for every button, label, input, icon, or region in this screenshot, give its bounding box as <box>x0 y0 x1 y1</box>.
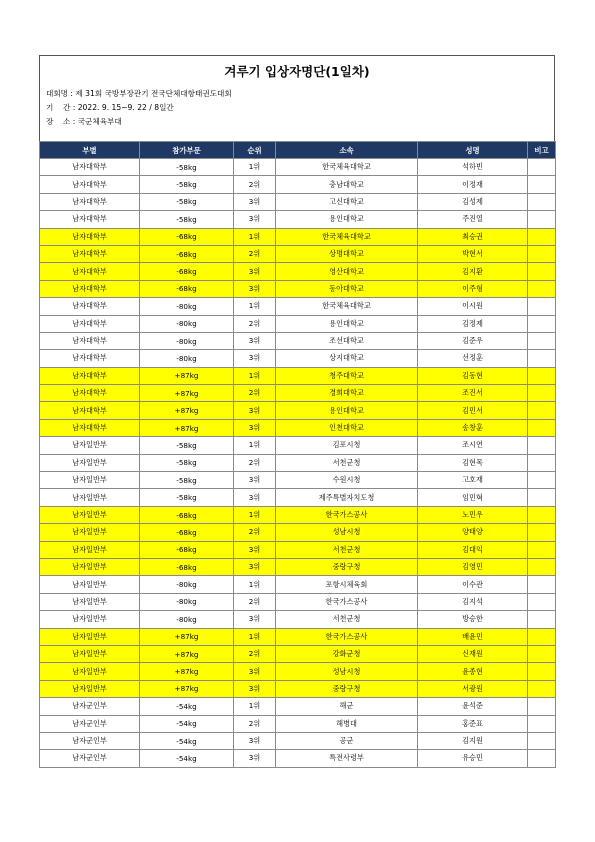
cell-team: 청주대학교 <box>276 367 418 384</box>
table-row <box>40 419 556 436</box>
cell-note <box>528 680 556 697</box>
table-row <box>40 385 556 402</box>
cell-name: 김성제 <box>418 193 528 210</box>
cell-team: 한국가스공사 <box>276 506 418 523</box>
cell-division: 남자대학부 <box>40 350 140 367</box>
table-row <box>40 228 556 245</box>
cell-weight-class: -80kg <box>140 298 234 315</box>
cell-note <box>528 472 556 489</box>
table-row <box>40 332 556 349</box>
table-row <box>40 541 556 558</box>
cell-note <box>528 454 556 471</box>
cell-rank: 3위 <box>234 193 276 210</box>
cell-team: 성남시청 <box>276 663 418 680</box>
cell-note <box>528 298 556 315</box>
table-body <box>40 159 556 768</box>
cell-rank: 2위 <box>234 176 276 193</box>
cell-weight-class: -58kg <box>140 437 234 454</box>
cell-team: 용인대학교 <box>276 315 418 332</box>
cell-division: 남자일반부 <box>40 558 140 575</box>
cell-team: 서천군청 <box>276 541 418 558</box>
cell-division: 남자대학부 <box>40 176 140 193</box>
cell-name: 김정제 <box>418 315 528 332</box>
results-table <box>39 141 556 768</box>
cell-name: 김지원 <box>418 732 528 749</box>
cell-name: 노민우 <box>418 506 528 523</box>
cell-weight-class: +87kg <box>140 402 234 419</box>
cell-note <box>528 698 556 715</box>
cell-team: 중랑구청 <box>276 558 418 575</box>
cell-rank: 2위 <box>234 315 276 332</box>
cell-name: 양태양 <box>418 524 528 541</box>
cell-team: 충남대학교 <box>276 176 418 193</box>
cell-weight-class: -80kg <box>140 350 234 367</box>
cell-weight-class: -54kg <box>140 715 234 732</box>
cell-note <box>528 541 556 558</box>
cell-name: 이정재 <box>418 176 528 193</box>
table-row <box>40 367 556 384</box>
cell-weight-class: -58kg <box>140 193 234 210</box>
cell-team: 한국체육대학교 <box>276 159 418 176</box>
cell-name: 이주형 <box>418 280 528 297</box>
cell-division: 남자군인부 <box>40 750 140 767</box>
cell-weight-class: +87kg <box>140 419 234 436</box>
cell-name: 김지석 <box>418 593 528 610</box>
cell-weight-class: +87kg <box>140 645 234 662</box>
cell-note <box>528 611 556 628</box>
cell-rank: 1위 <box>234 298 276 315</box>
cell-name: 김동현 <box>418 367 528 384</box>
cell-weight-class: -54kg <box>140 698 234 715</box>
table-row <box>40 558 556 575</box>
cell-weight-class: -58kg <box>140 472 234 489</box>
event-label: 대회명 <box>46 89 69 98</box>
cell-note <box>528 176 556 193</box>
cell-division: 남자군인부 <box>40 698 140 715</box>
table-row <box>40 437 556 454</box>
event-venue-line: 장 소 : 국군체육부대 <box>46 115 554 129</box>
cell-rank: 2위 <box>234 245 276 262</box>
header-team: 소속 <box>276 142 418 159</box>
table-row <box>40 402 556 419</box>
cell-team: 상지대학교 <box>276 350 418 367</box>
cell-rank: 3위 <box>234 419 276 436</box>
table-row <box>40 645 556 662</box>
cell-team: 조선대학교 <box>276 332 418 349</box>
header-division: 부별 <box>40 142 140 159</box>
cell-name: 김준우 <box>418 332 528 349</box>
table-row <box>40 245 556 262</box>
cell-rank: 1위 <box>234 228 276 245</box>
cell-team: 강화군청 <box>276 645 418 662</box>
table-row <box>40 663 556 680</box>
cell-rank: 1위 <box>234 576 276 593</box>
cell-division: 남자대학부 <box>40 245 140 262</box>
table-row <box>40 628 556 645</box>
cell-weight-class: -58kg <box>140 211 234 228</box>
cell-name: 조진서 <box>418 385 528 402</box>
cell-weight-class: -68kg <box>140 228 234 245</box>
cell-team: 공군 <box>276 732 418 749</box>
cell-rank: 1위 <box>234 506 276 523</box>
cell-division: 남자대학부 <box>40 263 140 280</box>
cell-rank: 3위 <box>234 611 276 628</box>
cell-name: 조시연 <box>418 437 528 454</box>
cell-division: 남자대학부 <box>40 385 140 402</box>
cell-note <box>528 437 556 454</box>
cell-rank: 2위 <box>234 715 276 732</box>
cell-division: 남자일반부 <box>40 506 140 523</box>
header-weight-class: 참가부문 <box>140 142 234 159</box>
cell-note <box>528 385 556 402</box>
cell-weight-class: -80kg <box>140 576 234 593</box>
cell-team: 동아대학교 <box>276 280 418 297</box>
cell-note <box>528 402 556 419</box>
cell-name: 유승민 <box>418 750 528 767</box>
table-row <box>40 732 556 749</box>
cell-team: 고신대학교 <box>276 193 418 210</box>
event-value: 제 31회 국방부장관기 전국단체대항태권도대회 <box>75 89 232 98</box>
cell-note <box>528 663 556 680</box>
cell-name: 김지환 <box>418 263 528 280</box>
cell-division: 남자일반부 <box>40 524 140 541</box>
cell-rank: 3위 <box>234 732 276 749</box>
cell-note <box>528 367 556 384</box>
cell-weight-class: -54kg <box>140 750 234 767</box>
table-row <box>40 350 556 367</box>
cell-note <box>528 211 556 228</box>
cell-name: 김영민 <box>418 558 528 575</box>
cell-note <box>528 159 556 176</box>
cell-weight-class: +87kg <box>140 385 234 402</box>
cell-rank: 3위 <box>234 263 276 280</box>
cell-weight-class: +87kg <box>140 663 234 680</box>
cell-team: 김포시청 <box>276 437 418 454</box>
table-row <box>40 576 556 593</box>
cell-note <box>528 315 556 332</box>
cell-note <box>528 489 556 506</box>
cell-note <box>528 645 556 662</box>
table-row <box>40 750 556 767</box>
table-row <box>40 193 556 210</box>
cell-team: 한국체육대학교 <box>276 228 418 245</box>
cell-rank: 3위 <box>234 680 276 697</box>
cell-note <box>528 576 556 593</box>
cell-division: 남자일반부 <box>40 645 140 662</box>
cell-team: 해군 <box>276 698 418 715</box>
cell-weight-class: -68kg <box>140 263 234 280</box>
cell-division: 남자일반부 <box>40 611 140 628</box>
cell-division: 남자대학부 <box>40 193 140 210</box>
cell-team: 서천군청 <box>276 611 418 628</box>
cell-name: 임민혁 <box>418 489 528 506</box>
cell-name: 박현서 <box>418 245 528 262</box>
cell-weight-class: -68kg <box>140 506 234 523</box>
cell-name: 최승권 <box>418 228 528 245</box>
cell-note <box>528 593 556 610</box>
cell-name: 이시원 <box>418 298 528 315</box>
cell-division: 남자대학부 <box>40 298 140 315</box>
cell-division: 남자대학부 <box>40 402 140 419</box>
cell-division: 남자일반부 <box>40 576 140 593</box>
venue-value: 국군체육부대 <box>77 117 122 126</box>
cell-note <box>528 263 556 280</box>
cell-note <box>528 419 556 436</box>
cell-rank: 1위 <box>234 628 276 645</box>
cell-team: 성남시청 <box>276 524 418 541</box>
cell-weight-class: -80kg <box>140 593 234 610</box>
table-row <box>40 280 556 297</box>
event-name-line: 대회명 : 제 31회 국방부장관기 전국단체대항태권도대회 <box>46 87 554 101</box>
cell-note <box>528 228 556 245</box>
cell-rank: 3위 <box>234 541 276 558</box>
cell-rank: 3위 <box>234 558 276 575</box>
cell-name: 방승한 <box>418 611 528 628</box>
cell-note <box>528 524 556 541</box>
cell-name: 윤종현 <box>418 663 528 680</box>
results-sheet <box>39 55 555 768</box>
cell-rank: 3위 <box>234 663 276 680</box>
cell-division: 남자대학부 <box>40 211 140 228</box>
cell-name: 주진열 <box>418 211 528 228</box>
cell-rank: 3위 <box>234 402 276 419</box>
cell-note <box>528 350 556 367</box>
cell-team: 중랑구청 <box>276 680 418 697</box>
event-info <box>39 83 555 141</box>
cell-name: 이수관 <box>418 576 528 593</box>
cell-weight-class: -68kg <box>140 280 234 297</box>
cell-weight-class: -68kg <box>140 558 234 575</box>
cell-name: 선정훈 <box>418 350 528 367</box>
cell-division: 남자대학부 <box>40 159 140 176</box>
cell-name: 석하빈 <box>418 159 528 176</box>
title-box <box>39 55 555 83</box>
cell-note <box>528 506 556 523</box>
cell-team: 인천대학교 <box>276 419 418 436</box>
cell-name: 김현목 <box>418 454 528 471</box>
cell-name: 서광원 <box>418 680 528 697</box>
cell-team: 상명대학교 <box>276 245 418 262</box>
cell-team: 한국체육대학교 <box>276 298 418 315</box>
table-row <box>40 611 556 628</box>
cell-division: 남자일반부 <box>40 437 140 454</box>
cell-note <box>528 750 556 767</box>
table-row <box>40 698 556 715</box>
table-row <box>40 715 556 732</box>
period-label: 기 간 <box>46 103 71 112</box>
period-value: 2022. 9. 15~9. 22 / 8일간 <box>77 103 174 112</box>
table-row <box>40 680 556 697</box>
cell-team: 경희대학교 <box>276 385 418 402</box>
cell-division: 남자일반부 <box>40 541 140 558</box>
cell-team: 수원시청 <box>276 472 418 489</box>
cell-name: 김대익 <box>418 541 528 558</box>
cell-division: 남자일반부 <box>40 593 140 610</box>
table-row <box>40 176 556 193</box>
cell-team: 한국가스공사 <box>276 628 418 645</box>
cell-rank: 3위 <box>234 472 276 489</box>
cell-name: 윤석준 <box>418 698 528 715</box>
cell-division: 남자일반부 <box>40 680 140 697</box>
venue-label: 장 소 <box>46 117 71 126</box>
cell-note <box>528 732 556 749</box>
cell-weight-class: -68kg <box>140 541 234 558</box>
cell-note <box>528 193 556 210</box>
cell-team: 용인대학교 <box>276 211 418 228</box>
cell-team: 영산대학교 <box>276 263 418 280</box>
cell-name: 배윤민 <box>418 628 528 645</box>
cell-rank: 2위 <box>234 454 276 471</box>
table-row <box>40 315 556 332</box>
cell-rank: 2위 <box>234 593 276 610</box>
cell-team: 해병대 <box>276 715 418 732</box>
cell-weight-class: -80kg <box>140 332 234 349</box>
cell-rank: 3위 <box>234 280 276 297</box>
cell-division: 남자일반부 <box>40 472 140 489</box>
cell-weight-class: +87kg <box>140 680 234 697</box>
cell-note <box>528 715 556 732</box>
cell-team: 특전사령부 <box>276 750 418 767</box>
cell-weight-class: -80kg <box>140 611 234 628</box>
cell-weight-class: -68kg <box>140 245 234 262</box>
event-period-line: 기 간 : 2022. 9. 15~9. 22 / 8일간 <box>46 101 554 115</box>
cell-weight-class: +87kg <box>140 367 234 384</box>
cell-rank: 3위 <box>234 332 276 349</box>
table-row <box>40 454 556 471</box>
table-row <box>40 263 556 280</box>
table-row <box>40 472 556 489</box>
cell-rank: 2위 <box>234 645 276 662</box>
cell-rank: 2위 <box>234 524 276 541</box>
cell-division: 남자대학부 <box>40 228 140 245</box>
table-row <box>40 211 556 228</box>
table-row <box>40 524 556 541</box>
cell-division: 남자군인부 <box>40 715 140 732</box>
cell-division: 남자일반부 <box>40 454 140 471</box>
cell-rank: 2위 <box>234 385 276 402</box>
cell-weight-class: +87kg <box>140 628 234 645</box>
cell-division: 남자대학부 <box>40 315 140 332</box>
table-row <box>40 298 556 315</box>
cell-note <box>528 628 556 645</box>
table-row <box>40 506 556 523</box>
cell-note <box>528 332 556 349</box>
cell-division: 남자대학부 <box>40 367 140 384</box>
table-row <box>40 593 556 610</box>
cell-division: 남자군인부 <box>40 732 140 749</box>
cell-name: 송창훈 <box>418 419 528 436</box>
cell-division: 남자대학부 <box>40 419 140 436</box>
cell-rank: 3위 <box>234 350 276 367</box>
cell-division: 남자대학부 <box>40 280 140 297</box>
cell-rank: 3위 <box>234 211 276 228</box>
cell-note <box>528 558 556 575</box>
cell-team: 서천군청 <box>276 454 418 471</box>
table-row <box>40 489 556 506</box>
cell-team: 용인대학교 <box>276 402 418 419</box>
page-title: 겨루기 입상자명단(1일차) <box>224 64 370 79</box>
cell-note <box>528 245 556 262</box>
cell-name: 신재원 <box>418 645 528 662</box>
cell-weight-class: -54kg <box>140 732 234 749</box>
table-row <box>40 159 556 176</box>
cell-weight-class: -58kg <box>140 489 234 506</box>
cell-name: 김민서 <box>418 402 528 419</box>
cell-team: 포항시체육회 <box>276 576 418 593</box>
header-rank: 순위 <box>234 142 276 159</box>
header-name: 성명 <box>418 142 528 159</box>
cell-division: 남자일반부 <box>40 489 140 506</box>
cell-division: 남자일반부 <box>40 663 140 680</box>
cell-weight-class: -80kg <box>140 315 234 332</box>
header-note: 비고 <box>528 142 556 159</box>
cell-team: 제주특별자치도청 <box>276 489 418 506</box>
cell-note <box>528 280 556 297</box>
cell-rank: 1위 <box>234 698 276 715</box>
cell-name: 홍준표 <box>418 715 528 732</box>
cell-rank: 3위 <box>234 489 276 506</box>
cell-weight-class: -58kg <box>140 176 234 193</box>
cell-team: 한국가스공사 <box>276 593 418 610</box>
cell-rank: 1위 <box>234 367 276 384</box>
table-header <box>40 142 556 159</box>
cell-rank: 3위 <box>234 750 276 767</box>
cell-weight-class: -58kg <box>140 159 234 176</box>
cell-division: 남자일반부 <box>40 628 140 645</box>
cell-rank: 1위 <box>234 159 276 176</box>
cell-weight-class: -68kg <box>140 524 234 541</box>
cell-division: 남자대학부 <box>40 332 140 349</box>
cell-name: 고호재 <box>418 472 528 489</box>
cell-rank: 1위 <box>234 437 276 454</box>
cell-weight-class: -58kg <box>140 454 234 471</box>
